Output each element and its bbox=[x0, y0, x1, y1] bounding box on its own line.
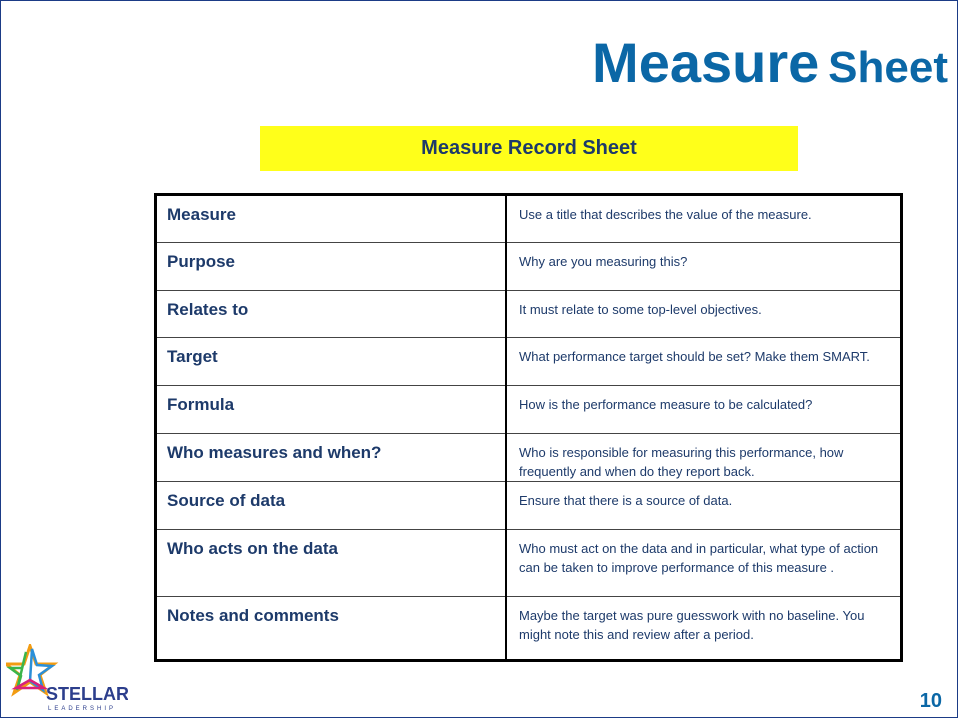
table-row bbox=[156, 291, 902, 338]
row-value: Who is responsible for measuring this performance, how frequently and when do they report back. bbox=[506, 434, 902, 482]
row-value: Maybe the target was pure guesswork with no baseline. You might note this and review after a period. bbox=[506, 597, 902, 661]
row-value: What performance target should be set? Make them SMART. bbox=[506, 338, 902, 386]
svg-text:LEADERSHIP: LEADERSHIP bbox=[48, 706, 117, 712]
row-value: Why are you measuring this? bbox=[506, 243, 902, 291]
table-row bbox=[156, 338, 902, 386]
page-number: 10 bbox=[919, 690, 942, 712]
row-value: It must relate to some top-level objectives. bbox=[506, 291, 902, 338]
row-label: Relates to bbox=[156, 291, 507, 338]
table-row bbox=[156, 243, 902, 291]
row-value: Who must act on the data and in particular, what type of action can be taken to improve performance of this measure . bbox=[506, 530, 902, 597]
table-row bbox=[156, 434, 902, 482]
table-row bbox=[156, 597, 902, 661]
row-label: Formula bbox=[156, 386, 507, 434]
row-label: Target bbox=[156, 338, 507, 386]
row-label: Notes and comments bbox=[156, 597, 507, 661]
table-row bbox=[156, 386, 902, 434]
row-label: Purpose bbox=[156, 243, 507, 291]
row-label: Source of data bbox=[156, 482, 507, 530]
table-row bbox=[156, 530, 902, 597]
row-value: Use a title that describes the value of the measure. bbox=[506, 195, 902, 243]
table-row bbox=[156, 482, 902, 530]
row-value: How is the performance measure to be calculated? bbox=[506, 386, 902, 434]
table-row bbox=[156, 195, 902, 243]
row-label: Who measures and when? bbox=[156, 434, 507, 482]
row-label: Who acts on the data bbox=[156, 530, 507, 597]
row-value: Ensure that there is a source of data. bbox=[506, 482, 902, 530]
row-label: Measure bbox=[156, 195, 507, 243]
svg-text:STELLAR: STELLAR bbox=[46, 684, 128, 704]
title-main: Measure bbox=[592, 31, 820, 94]
title-suffix: Sheet bbox=[828, 43, 948, 92]
stellar-logo bbox=[6, 644, 128, 719]
record-sheet-banner: Measure Record Sheet bbox=[260, 126, 798, 171]
measure-record-table bbox=[154, 193, 903, 662]
page-title bbox=[592, 30, 948, 95]
